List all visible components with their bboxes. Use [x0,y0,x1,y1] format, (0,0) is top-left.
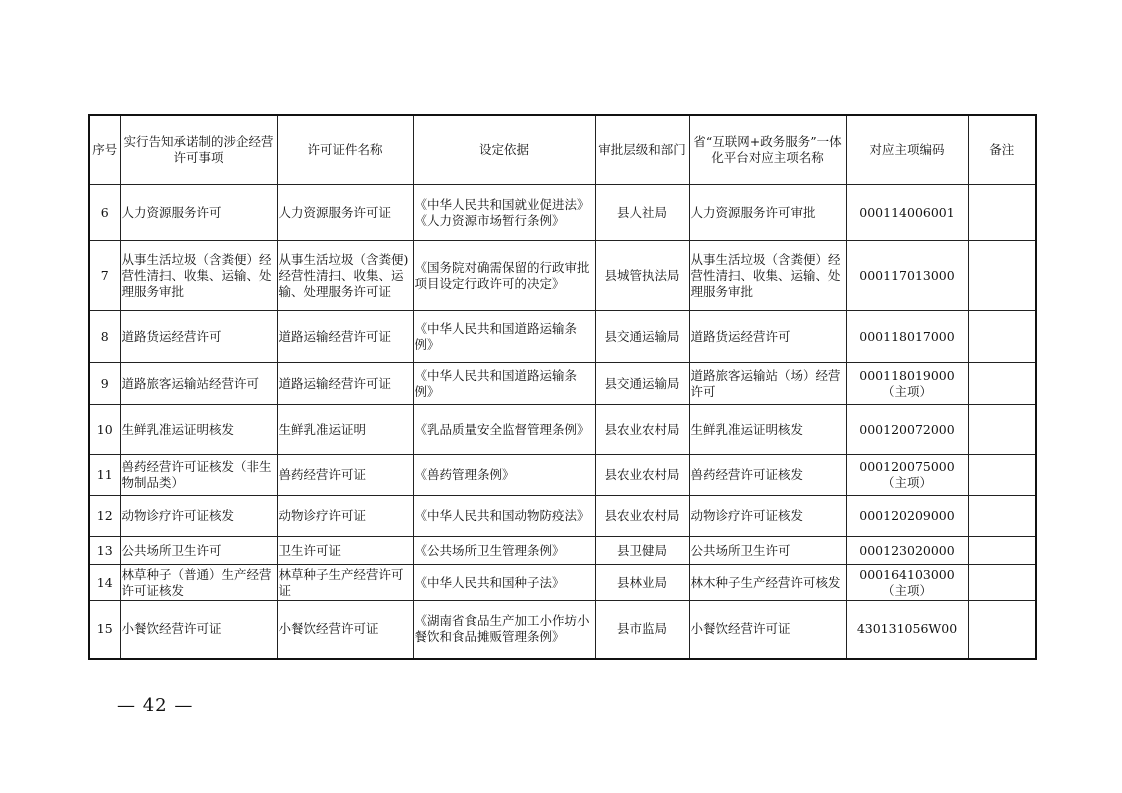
cell-item: 道路旅客运输站经营许可 [120,363,277,405]
header-cert: 许可证件名称 [277,115,413,185]
table-row [89,405,1036,455]
cell-basis: 《乳品质量安全监督管理条例》 [413,405,595,455]
cell-level: 县交通运输局 [595,363,689,405]
cell-note [968,405,1036,455]
cell-code: 000118017000 [846,311,968,363]
cell-seq: 15 [89,601,120,659]
cell-note [968,185,1036,241]
cell-item: 小餐饮经营许可证 [120,601,277,659]
cell-note [968,311,1036,363]
cell-seq: 9 [89,363,120,405]
header-item: 实行告知承诺制的涉企经营许可事项 [120,115,277,185]
cell-level: 县城管执法局 [595,241,689,311]
cell-basis: 《湖南省食品生产加工小作坊小餐饮和食品摊贩管理条例》 [413,601,595,659]
cell-item: 动物诊疗许可证核发 [120,496,277,537]
cell-cert: 生鲜乳准运证明 [277,405,413,455]
cell-note [968,455,1036,496]
cell-item: 兽药经营许可证核发（非生物制品类） [120,455,277,496]
cell-basis: 《中华人民共和国道路运输条例》 [413,363,595,405]
cell-cert: 卫生许可证 [277,537,413,565]
cell-item: 道路货运经营许可 [120,311,277,363]
cell-item: 生鲜乳准运证明核发 [120,405,277,455]
cell-platform: 道路货运经营许可 [689,311,846,363]
header-level: 审批层级和部门 [595,115,689,185]
page-number: — 42 — [117,695,194,716]
cell-code: 430131056W00 [846,601,968,659]
cell-code: 000117013000 [846,241,968,311]
table-row [89,496,1036,537]
cell-platform: 生鲜乳准运证明核发 [689,405,846,455]
cell-seq: 8 [89,311,120,363]
cell-item: 从事生活垃圾（含粪便）经营性清扫、收集、运输、处理服务审批 [120,241,277,311]
cell-platform: 兽药经营许可证核发 [689,455,846,496]
table-row [89,241,1036,311]
cell-seq: 10 [89,405,120,455]
cell-item: 人力资源服务许可 [120,185,277,241]
cell-cert: 人力资源服务许可证 [277,185,413,241]
cell-note [968,565,1036,601]
cell-note [968,601,1036,659]
cell-level: 县农业农村局 [595,496,689,537]
cell-level: 县人社局 [595,185,689,241]
table-row [89,601,1036,659]
cell-seq: 13 [89,537,120,565]
cell-basis: 《公共场所卫生管理条例》 [413,537,595,565]
cell-note [968,363,1036,405]
cell-platform: 从事生活垃圾（含粪便）经营性清扫、收集、运输、处理服务审批 [689,241,846,311]
cell-platform: 林木种子生产经营许可核发 [689,565,846,601]
header-platform: 省“互联网+政务服务”一体化平台对应主项名称 [689,115,846,185]
cell-cert: 道路运输经营许可证 [277,311,413,363]
cell-cert: 从事生活垃圾（含粪便)经营性清扫、收集、运输、处理服务许可证 [277,241,413,311]
cell-seq: 12 [89,496,120,537]
cell-level: 县市监局 [595,601,689,659]
table-row [89,455,1036,496]
cell-code: 000120072000 [846,405,968,455]
cell-level: 县农业农村局 [595,455,689,496]
cell-cert: 道路运输经营许可证 [277,363,413,405]
cell-note [968,537,1036,565]
cell-cert: 林草种子生产经营许可证 [277,565,413,601]
cell-code: 000118019000（主项） [846,363,968,405]
cell-note [968,241,1036,311]
cell-platform: 人力资源服务许可审批 [689,185,846,241]
table-row [89,363,1036,405]
cell-code: 000120075000（主项） [846,455,968,496]
cell-basis: 《国务院对确需保留的行政审批项目设定行政许可的决定》 [413,241,595,311]
cell-cert: 小餐饮经营许可证 [277,601,413,659]
permit-table [88,114,1037,660]
cell-platform: 小餐饮经营许可证 [689,601,846,659]
cell-level: 县卫健局 [595,537,689,565]
cell-basis: 《中华人民共和国就业促进法》《人力资源市场暂行条例》 [413,185,595,241]
cell-code: 000123020000 [846,537,968,565]
cell-basis: 《兽药管理条例》 [413,455,595,496]
cell-seq: 7 [89,241,120,311]
cell-platform: 公共场所卫生许可 [689,537,846,565]
cell-seq: 14 [89,565,120,601]
cell-level: 县农业农村局 [595,405,689,455]
table-row [89,311,1036,363]
header-basis: 设定依据 [413,115,595,185]
cell-note [968,496,1036,537]
cell-level: 县交通运输局 [595,311,689,363]
cell-platform: 道路旅客运输站（场）经营许可 [689,363,846,405]
table-row [89,185,1036,241]
cell-item: 林草种子（普通）生产经营许可证核发 [120,565,277,601]
cell-basis: 《中华人民共和国道路运输条例》 [413,311,595,363]
header-seq: 序号 [89,115,120,185]
cell-cert: 兽药经营许可证 [277,455,413,496]
table-row [89,565,1036,601]
cell-basis: 《中华人民共和国动物防疫法》 [413,496,595,537]
cell-code: 000164103000（主项） [846,565,968,601]
cell-basis: 《中华人民共和国种子法》 [413,565,595,601]
cell-platform: 动物诊疗许可证核发 [689,496,846,537]
cell-code: 000114006001 [846,185,968,241]
header-code: 对应主项编码 [846,115,968,185]
header-note: 备注 [968,115,1036,185]
cell-level: 县林业局 [595,565,689,601]
cell-seq: 11 [89,455,120,496]
table-header-row [89,115,1036,185]
table-row [89,537,1036,565]
cell-item: 公共场所卫生许可 [120,537,277,565]
cell-cert: 动物诊疗许可证 [277,496,413,537]
cell-code: 000120209000 [846,496,968,537]
cell-seq: 6 [89,185,120,241]
